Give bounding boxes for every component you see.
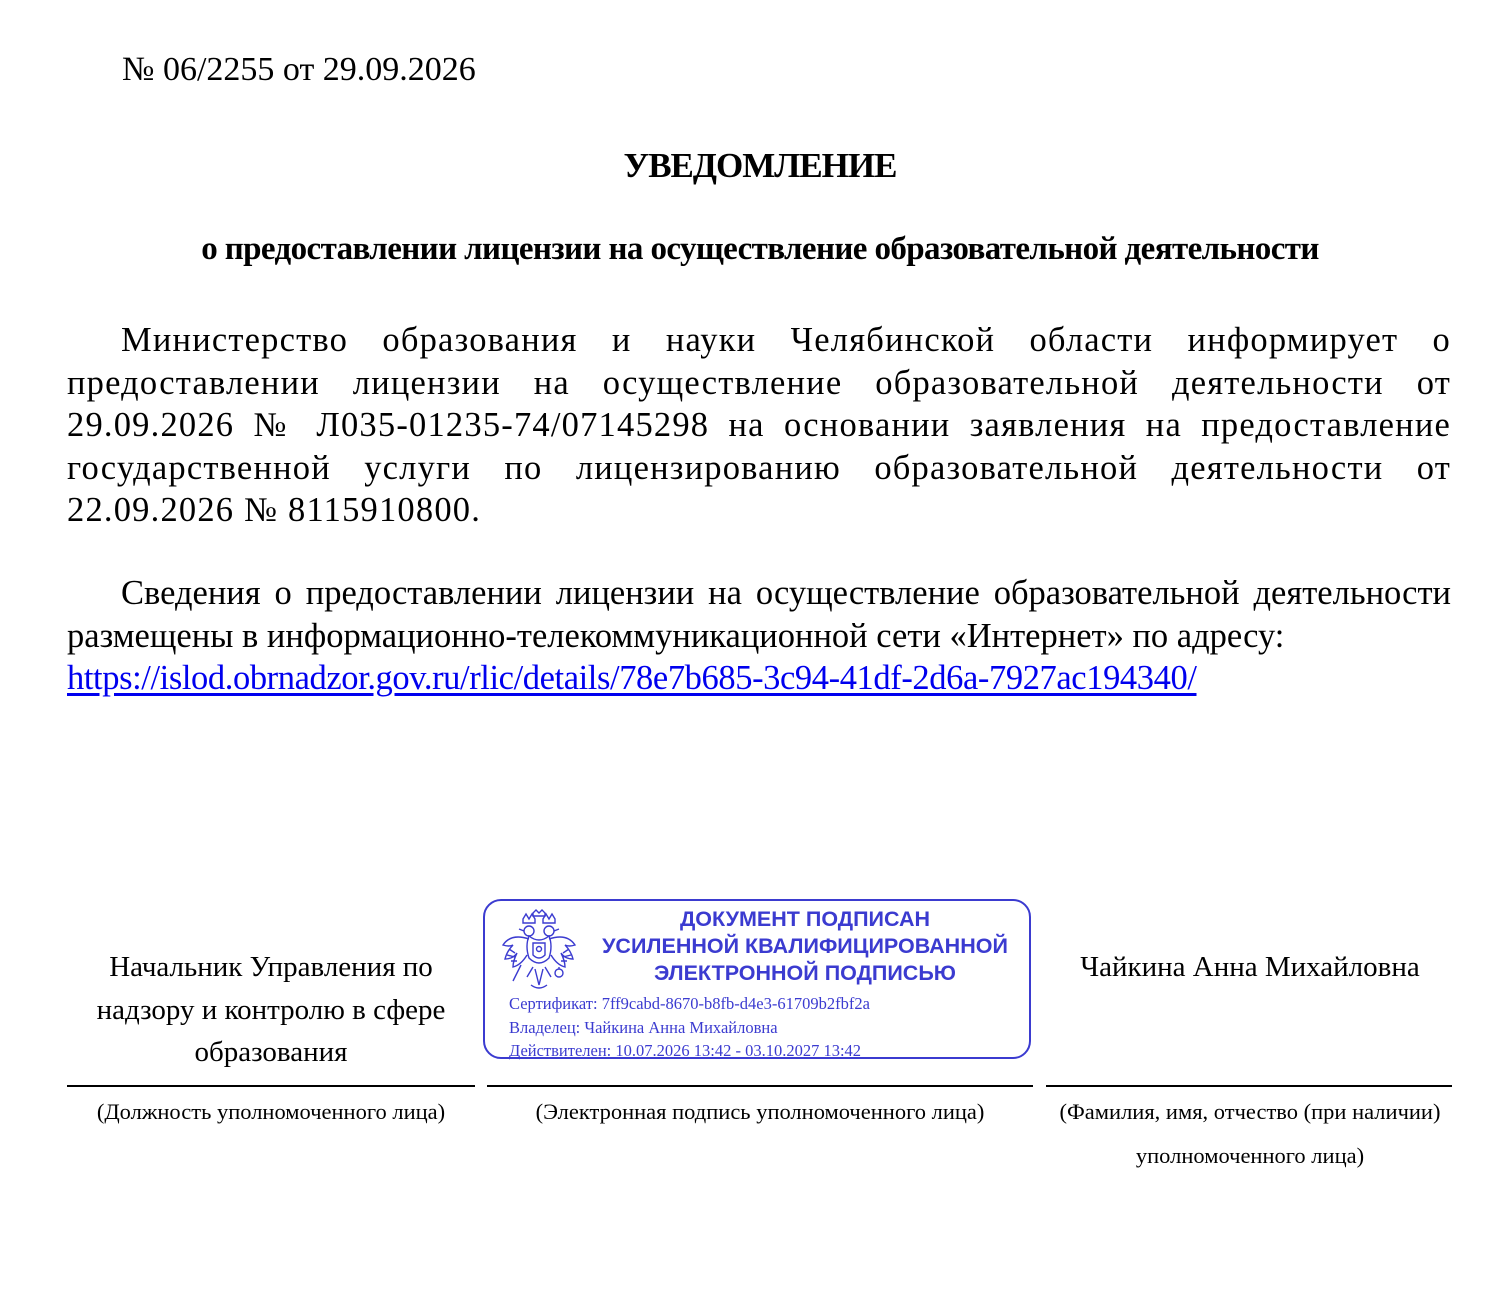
- signature-divider-position: [67, 1085, 475, 1087]
- caption-name-line: уполномоченного лица): [1135, 1143, 1365, 1168]
- paragraph-license-info: Министерство образования и науки Челябинской области информирует о предоставлении лицензии на осуществление образовательной деятельности от 29.09.2026 № Л035-01235-74/07145298 на основании заявления на предоставление государственной услуги по лицензированию образовательной деятельности от 22.09.2026 № 8115910800.: [67, 321, 1451, 529]
- caption-name-line: (Фамилия, имя, отчество (при наличии): [1059, 1099, 1441, 1124]
- paragraph-internet-text: Сведения о предоставлении лицензии на осуществление образовательной деятельности размещены в информационно-телекоммуникационной сети «Интернет» по адресу:: [67, 574, 1451, 655]
- stamp-header: [583, 906, 1027, 987]
- signer-name: Чайкина Анна Михайловна: [1080, 951, 1420, 983]
- signature-divider-signature: [487, 1085, 1033, 1087]
- signer-position-line: образования: [194, 1036, 348, 1068]
- signer-position-line: надзору и контролю в сфере: [96, 993, 446, 1026]
- stamp-header-line: ДОКУМЕНТ ПОДПИСАН: [679, 907, 931, 931]
- signature-divider-name: [1046, 1085, 1452, 1087]
- signer-position-line: Начальник Управления по: [109, 951, 433, 983]
- document-subtitle: о предоставлении лицензии на осуществление образовательной деятельности: [201, 231, 1319, 267]
- caption-name: [1040, 1090, 1460, 1178]
- electronic-signature-stamp: [483, 899, 1031, 1059]
- license-details-link[interactable]: https://islod.obrnadzor.gov.ru/rlic/details/78e7b685-3c94-41df-2d6a-7927ac194340/: [67, 659, 1197, 697]
- stamp-header-line: УСИЛЕННОЙ КВАЛИФИЦИРОВАННОЙ: [602, 934, 1008, 958]
- stamp-validity: Действителен: 10.07.2026 13:42 - 03.10.2027 13:42: [509, 1041, 862, 1060]
- caption-signature: (Электронная подпись уполномоченного лица): [535, 1099, 985, 1124]
- stamp-certificate: Сертификат: 7ff9cabd-8670-b8fb-d4e3-61709b2fbf2a: [509, 994, 870, 1013]
- document-title: УВЕДОМЛЕНИЕ: [623, 146, 897, 185]
- signer-position: [67, 946, 475, 1074]
- coat-of-arms-icon: [499, 909, 579, 997]
- stamp-owner: Владелец: Чайкина Анна Михайловна: [509, 1018, 778, 1037]
- stamp-header-line: ЭЛЕКТРОННОЙ ПОДПИСЬЮ: [654, 961, 956, 985]
- document-number: № 06/2255 от 29.09.2026: [122, 51, 476, 88]
- caption-position: (Должность уполномоченного лица): [96, 1099, 446, 1124]
- paragraph-internet-info: [67, 572, 1451, 700]
